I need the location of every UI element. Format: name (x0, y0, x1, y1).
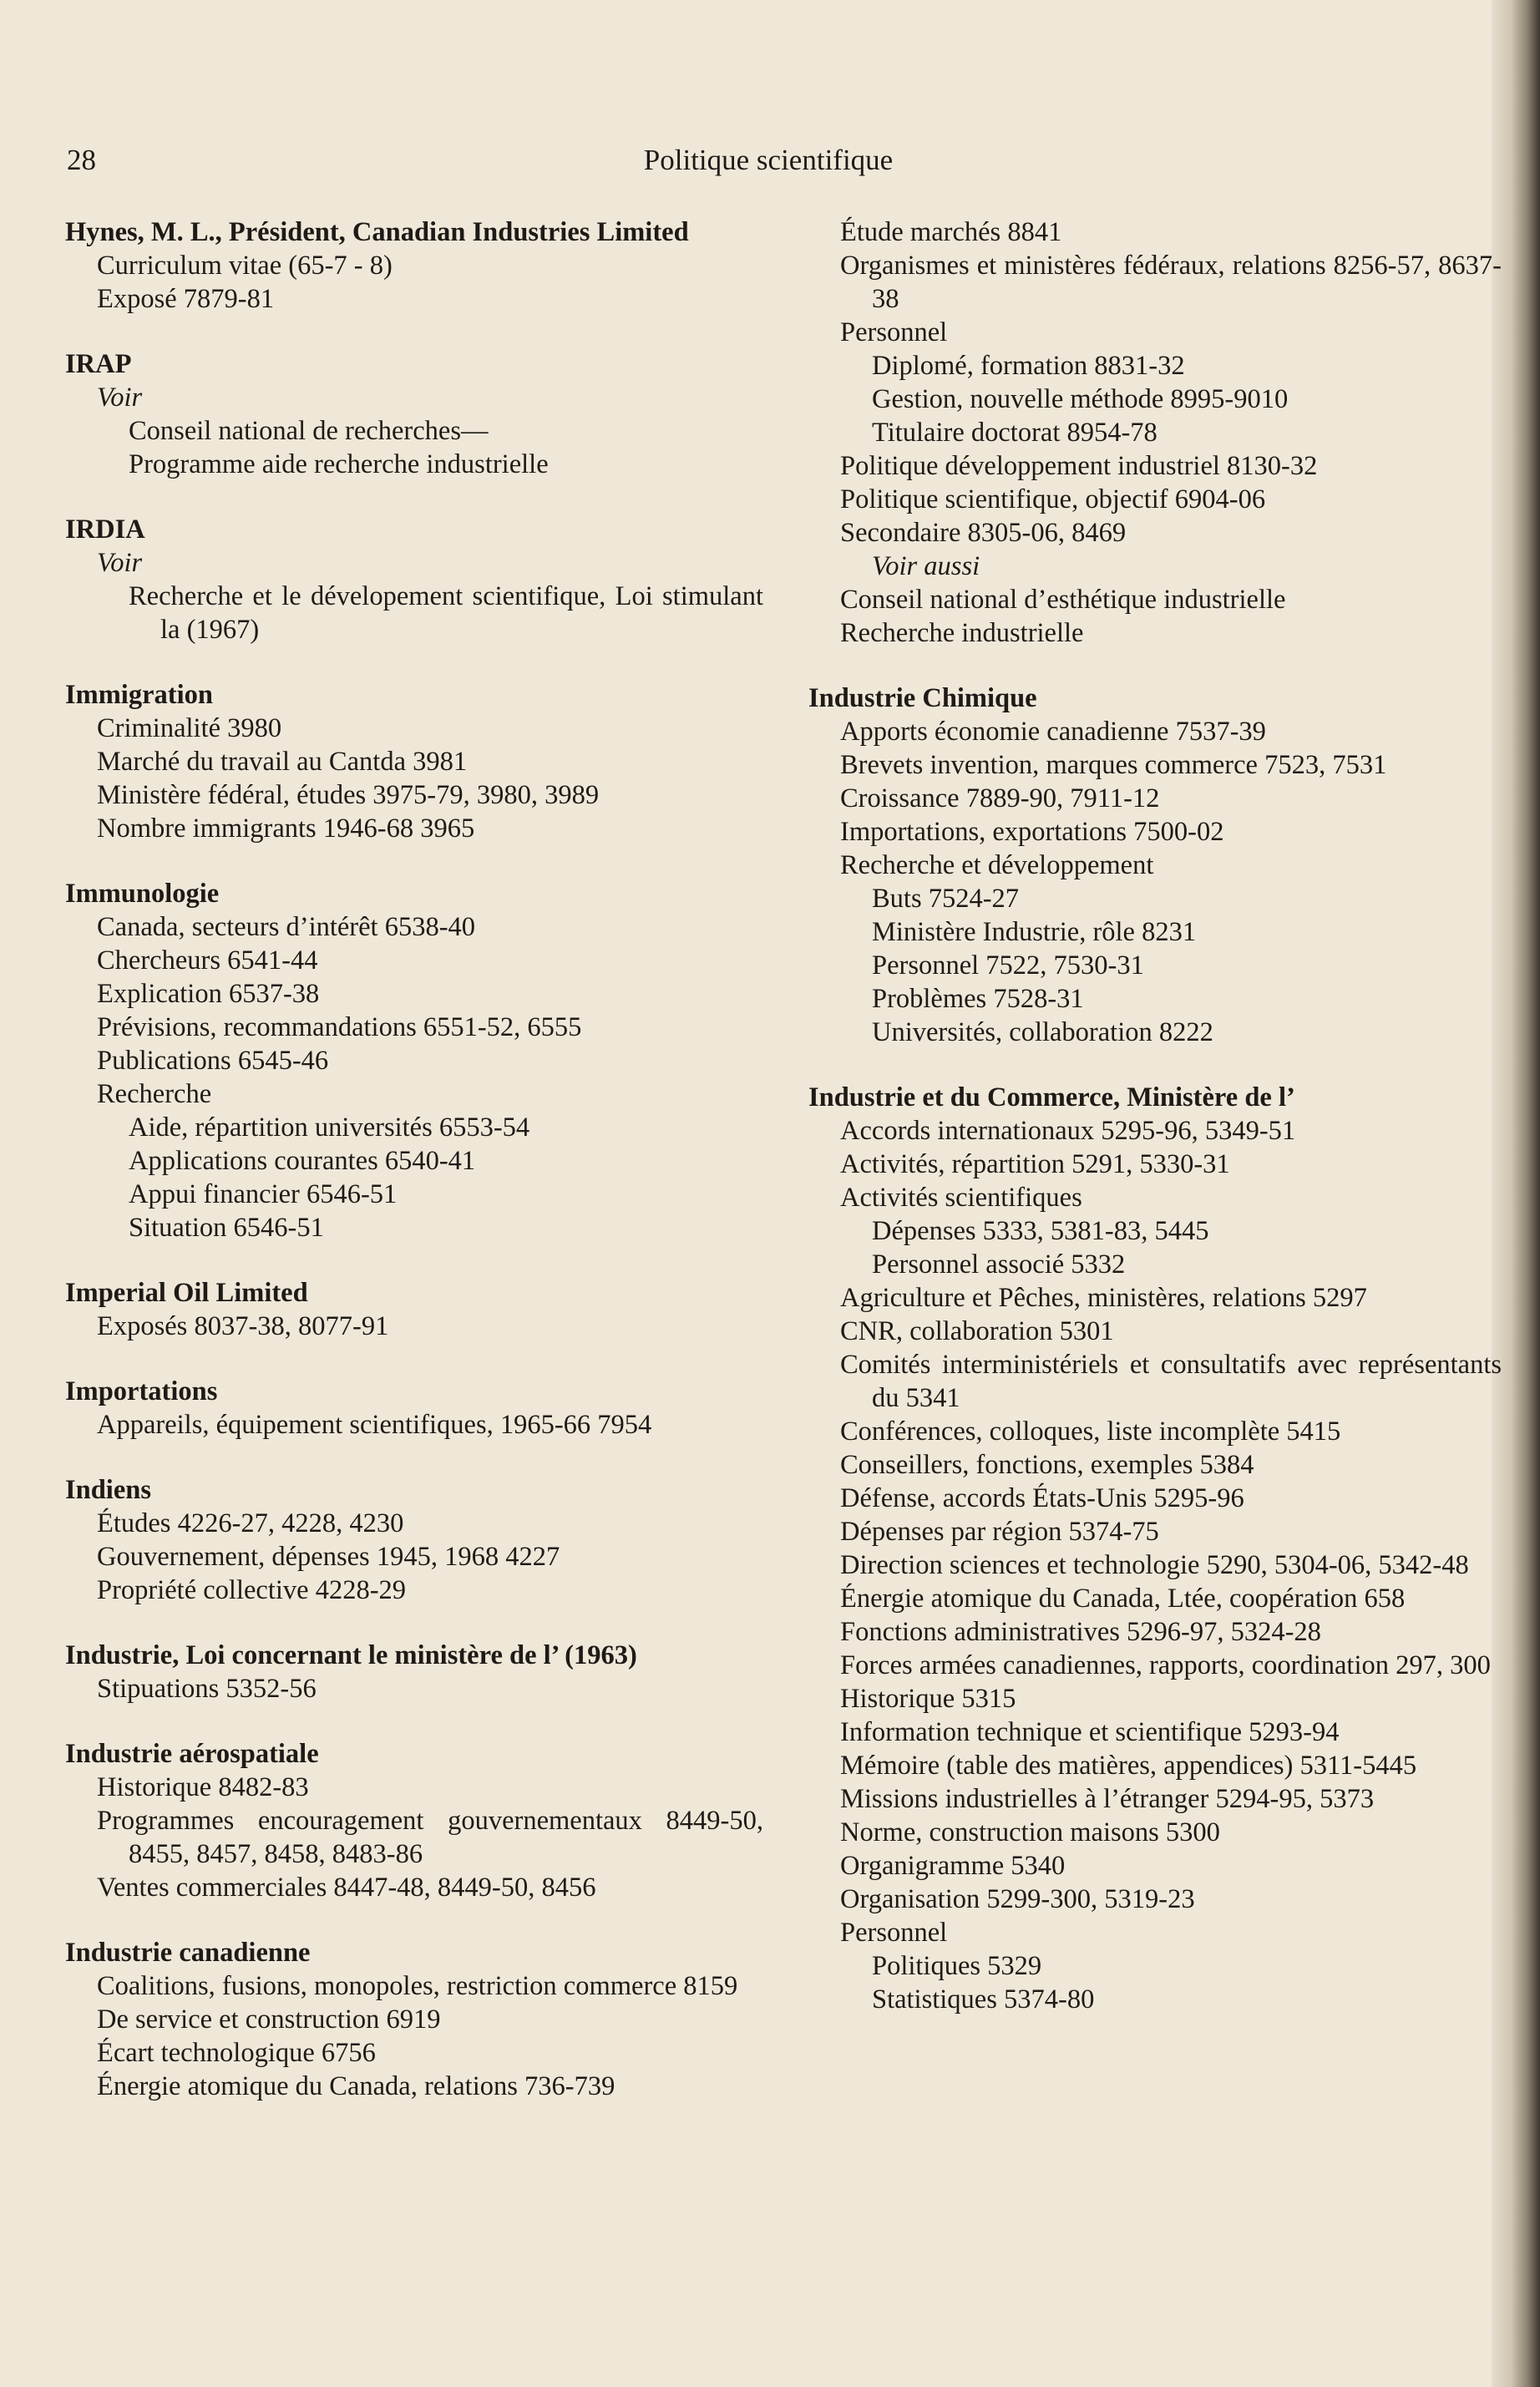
index-subsubentry: Titulaire doctorat 8954-78 (872, 418, 1158, 448)
index-subentry: Études 4226-27, 4228, 4230 (97, 1508, 404, 1538)
index-subentry: Organigramme 5340 (840, 1851, 1066, 1881)
index-subentry: Dépenses par région 5374-75 (840, 1517, 1159, 1547)
index-subentry: Ventes commerciales 8447-48, 8449-50, 8456 (97, 1873, 596, 1903)
index-subentry: Fonctions administratives 5296-97, 5324-28 (840, 1617, 1321, 1647)
index-subentry: Accords internationaux 5295-96, 5349-51 (840, 1116, 1296, 1146)
page-number: 28 (67, 144, 96, 176)
index-subentry: Marché du travail au Cantda 3981 (97, 747, 468, 777)
index-column-right (808, 215, 1502, 2048)
index-subentry: Étude marchés 8841 (840, 217, 1062, 247)
index-column-left (65, 215, 763, 2135)
index-subsubentry: Conseil national de recherches— (129, 416, 489, 446)
index-subentry: Activités scientifiques (840, 1183, 1082, 1213)
index-subsubentry: Situation 6546-51 (129, 1213, 324, 1243)
index-subsubentry: Gestion, nouvelle méthode 8995-9010 (872, 384, 1289, 414)
index-subsubentry: Ministère Industrie, rôle 8231 (872, 917, 1197, 947)
index-subentry: Importations, exportations 7500-02 (840, 817, 1224, 847)
index-subentry: Nombre immigrants 1946-68 3965 (97, 813, 475, 844)
index-heading: Imperial Oil Limited (65, 1278, 308, 1308)
index-subentry: Historique 8482-83 (97, 1772, 309, 1802)
index-entry (808, 1081, 1502, 2016)
index-subentry: Gouvernement, dépenses 1945, 1968 4227 (97, 1542, 560, 1572)
index-subsubentry: Voir aussi (872, 551, 980, 581)
index-heading: Industrie aérospatiale (65, 1739, 319, 1769)
index-subentry: Publications 6545-46 (97, 1046, 329, 1076)
index-subentry: Prévisions, recommandations 6551-52, 6555 (97, 1012, 582, 1042)
index-heading: Industrie et du Commerce, Ministère de l’ (808, 1082, 1295, 1112)
index-entry (65, 513, 763, 646)
index-subsubentry: Universités, collaboration 8222 (872, 1017, 1213, 1047)
index-heading: Industrie canadienne (65, 1938, 311, 1968)
index-subentry: Recherche et développement (840, 850, 1154, 880)
index-subentry: Personnel (840, 317, 948, 347)
index-entry (808, 682, 1502, 1049)
index-heading: IRDIA (65, 514, 145, 545)
index-entry (65, 1473, 763, 1607)
index-heading: Hynes, M. L., Président, Canadian Industries Limited (65, 217, 689, 247)
index-subsubentry: Programme aide recherche industrielle (129, 449, 549, 479)
index-subentry: Direction sciences et technologie 5290, 5304-06, 5342-48 (840, 1550, 1469, 1580)
index-subentry: Norme, construction maisons 5300 (840, 1817, 1220, 1847)
index-subsubentry: Diplomé, formation 8831-32 (872, 351, 1185, 381)
index-subsubentry: Personnel associé 5332 (872, 1249, 1126, 1280)
index-subentry: Ministère fédéral, études 3975-79, 3980, 3989 (97, 780, 600, 810)
index-subentry: Recherche (97, 1079, 212, 1109)
index-subentry: Conseillers, fonctions, exemples 5384 (840, 1450, 1254, 1480)
index-subentry: Exposés 8037-38, 8077-91 (97, 1311, 389, 1341)
index-heading: Immigration (65, 680, 213, 710)
index-subentry: Chercheurs 6541-44 (97, 945, 318, 976)
index-subentry: Explication 6537-38 (97, 979, 320, 1009)
index-subentry: Brevets invention, marques commerce 7523, 7531 (840, 750, 1387, 780)
index-heading: Indiens (65, 1475, 151, 1505)
index-subsubentry: Problèmes 7528-31 (872, 984, 1084, 1014)
index-subentry: Conférences, colloques, liste incomplète 5415 (840, 1416, 1341, 1447)
index-entry (65, 347, 763, 481)
index-subentry: De service et construction 6919 (97, 2004, 441, 2035)
index-entry (65, 1936, 763, 2103)
index-subentry: Coalitions, fusions, monopoles, restriction commerce 8159 (97, 1971, 738, 2001)
index-subentry: Recherche industrielle (840, 618, 1084, 648)
index-entry (65, 215, 763, 316)
index-subsubentry: Appui financier 6546-51 (129, 1179, 398, 1209)
index-entry (65, 1737, 763, 1904)
index-subentry: Énergie atomique du Canada, Ltée, coopération 658 (840, 1584, 1406, 1614)
index-subentry: Mémoire (table des matières, appendices) 5311-5445 (840, 1751, 1417, 1781)
running-title: Politique scientifique (643, 144, 894, 176)
index-subentry: Voir (97, 548, 143, 578)
index-heading: Industrie Chimique (808, 683, 1037, 713)
index-subentry: Exposé 7879-81 (97, 284, 275, 314)
index-subentry: Propriété collective 4228-29 (97, 1575, 407, 1605)
index-subentry: Canada, secteurs d’intérêt 6538-40 (97, 912, 476, 942)
index-subsubentry: Dépenses 5333, 5381-83, 5445 (872, 1216, 1209, 1246)
index-subsubentry: Applications courantes 6540-41 (129, 1146, 476, 1176)
index-subentry: Organisation 5299-300, 5319-23 (840, 1884, 1195, 1914)
index-heading: IRAP (65, 349, 132, 379)
index-subentry: Appareils, équipement scientifiques, 1965-66 7954 (97, 1410, 652, 1440)
index-subentry: Énergie atomique du Canada, relations 736-739 (97, 2071, 615, 2101)
index-heading: Immunologie (65, 879, 220, 909)
index-subsubentry: Recherche et le dévelopement scientifique, Loi stimulant la (1967) (129, 581, 763, 645)
index-entry (65, 1639, 763, 1705)
index-subentry: Politique développement industriel 8130-32 (840, 451, 1318, 481)
index-subentry: Conseil national d’esthétique industrielle (840, 585, 1286, 615)
index-subentry: Programmes encouragement gouvernementaux 8449-50, 8455, 8457, 8458, 8483-86 (97, 1806, 763, 1869)
index-subentry: Forces armées canadiennes, rapports, coordination 297, 300 (840, 1650, 1491, 1680)
index-heading: Industrie, Loi concernant le ministère de l’ (1963) (65, 1640, 637, 1670)
index-subentry: Information technique et scientifique 5293-94 (840, 1717, 1340, 1747)
index-subentry: Activités, répartition 5291, 5330-31 (840, 1149, 1230, 1179)
index-subentry: Agriculture et Pêches, ministères, relations 5297 (840, 1283, 1367, 1313)
index-subentry: Comités interministériels et consultatifs avec représentants du 5341 (840, 1350, 1502, 1413)
index-subentry: Criminalité 3980 (97, 713, 282, 743)
index-subentry: Historique 5315 (840, 1684, 1016, 1714)
index-subentry: Apports économie canadienne 7537-39 (840, 717, 1266, 747)
index-subentry: Secondaire 8305-06, 8469 (840, 518, 1127, 548)
index-subentry: CNR, collaboration 5301 (840, 1316, 1114, 1346)
index-subentry: Missions industrielles à l’étranger 5294-95, 5373 (840, 1784, 1375, 1814)
index-subsubentry: Statistiques 5374-80 (872, 1984, 1095, 2015)
page-header (67, 144, 1470, 185)
index-subsubentry: Personnel 7522, 7530-31 (872, 950, 1144, 981)
index-entry (808, 215, 1502, 650)
index-subentry: Organismes et ministères fédéraux, relations 8256-57, 8637-38 (840, 251, 1502, 314)
index-subsubentry: Buts 7524-27 (872, 884, 1020, 914)
index-entry (65, 877, 763, 1244)
index-subentry: Politique scientifique, objectif 6904-06 (840, 484, 1266, 514)
index-entry (65, 1276, 763, 1343)
index-subsubentry: Politiques 5329 (872, 1951, 1042, 1981)
index-subentry: Défense, accords États-Unis 5295-96 (840, 1483, 1244, 1513)
index-subentry: Croissance 7889-90, 7911-12 (840, 783, 1160, 813)
index-subentry: Écart technologique 6756 (97, 2038, 376, 2068)
index-heading: Importations (65, 1376, 218, 1406)
index-subentry: Personnel (840, 1918, 948, 1948)
index-subentry: Stipuations 5352-56 (97, 1674, 317, 1704)
index-subsubentry: Aide, répartition universités 6553-54 (129, 1112, 530, 1143)
index-entry (65, 678, 763, 845)
index-subentry: Curriculum vitae (65-7 - 8) (97, 251, 393, 281)
index-entry (65, 1375, 763, 1442)
index-subentry: Voir (97, 383, 143, 413)
